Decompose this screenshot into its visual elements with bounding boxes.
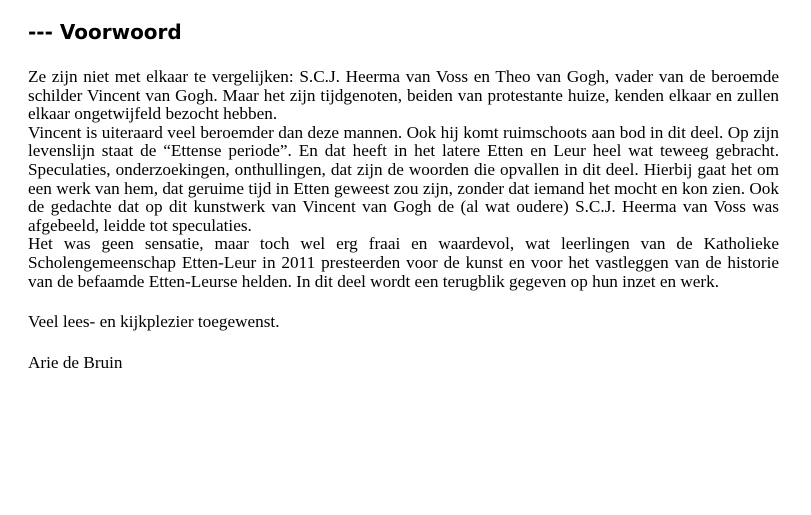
paragraph-spacer	[28, 291, 779, 313]
paragraph-intro: Ze zijn niet met elkaar te vergelijken: S.C.J. Heerma van Voss en Theo van Gogh, vader van de beroemde schilder Vincent van Gogh. Maar het zijn tijdgenoten, beiden van protestante huize, kenden elkaar en zullen elkaar ongetwijfeld bezocht hebben.	[28, 67, 779, 124]
paragraph-vincent: Vincent is uiteraard veel beroemder dan deze mannen. Ook hij komt ruimschoots aan bod in dit deel. Op zijn levenslijn staat de “Ettense periode”. En dat heeft in het latere Etten en Leur heel wat teweeg gebracht. Speculaties, onderzoekingen, onthullingen, dat zijn de woorden die opvallen in dit deel. Hierbij gaat het om een werk van hem, dat geruime tijd in Etten geweest zou zijn, zonder dat iemand het mocht en kon zien. Ook de gedachte dat op dit kunstwerk van Vincent van Gogh de (al wat oudere) S.C.J. Heerma van Voss was afgebeeld, leidde tot speculaties.	[28, 122, 779, 235]
body-text	[28, 68, 779, 291]
document-page	[28, 18, 779, 372]
author-signature: Arie de Bruin	[28, 352, 123, 372]
closing-wish: Veel lees- en kijkplezier toegewenst.	[28, 312, 280, 332]
signature-spacer	[28, 332, 779, 354]
paragraph-students: Het was geen sensatie, maar toch wel erg fraai en waardevol, wat leerlingen van de Katholieke Scholengemeenschap Etten-Leur in 2011 presteerden voor de kunst en voor het vastleggen van de historie van de befaamde Etten-Leurse helden. In dit deel wordt een terugblik gegeven op hun inzet en werk.	[28, 234, 779, 291]
page-title: --- Voorwoord	[28, 20, 182, 44]
